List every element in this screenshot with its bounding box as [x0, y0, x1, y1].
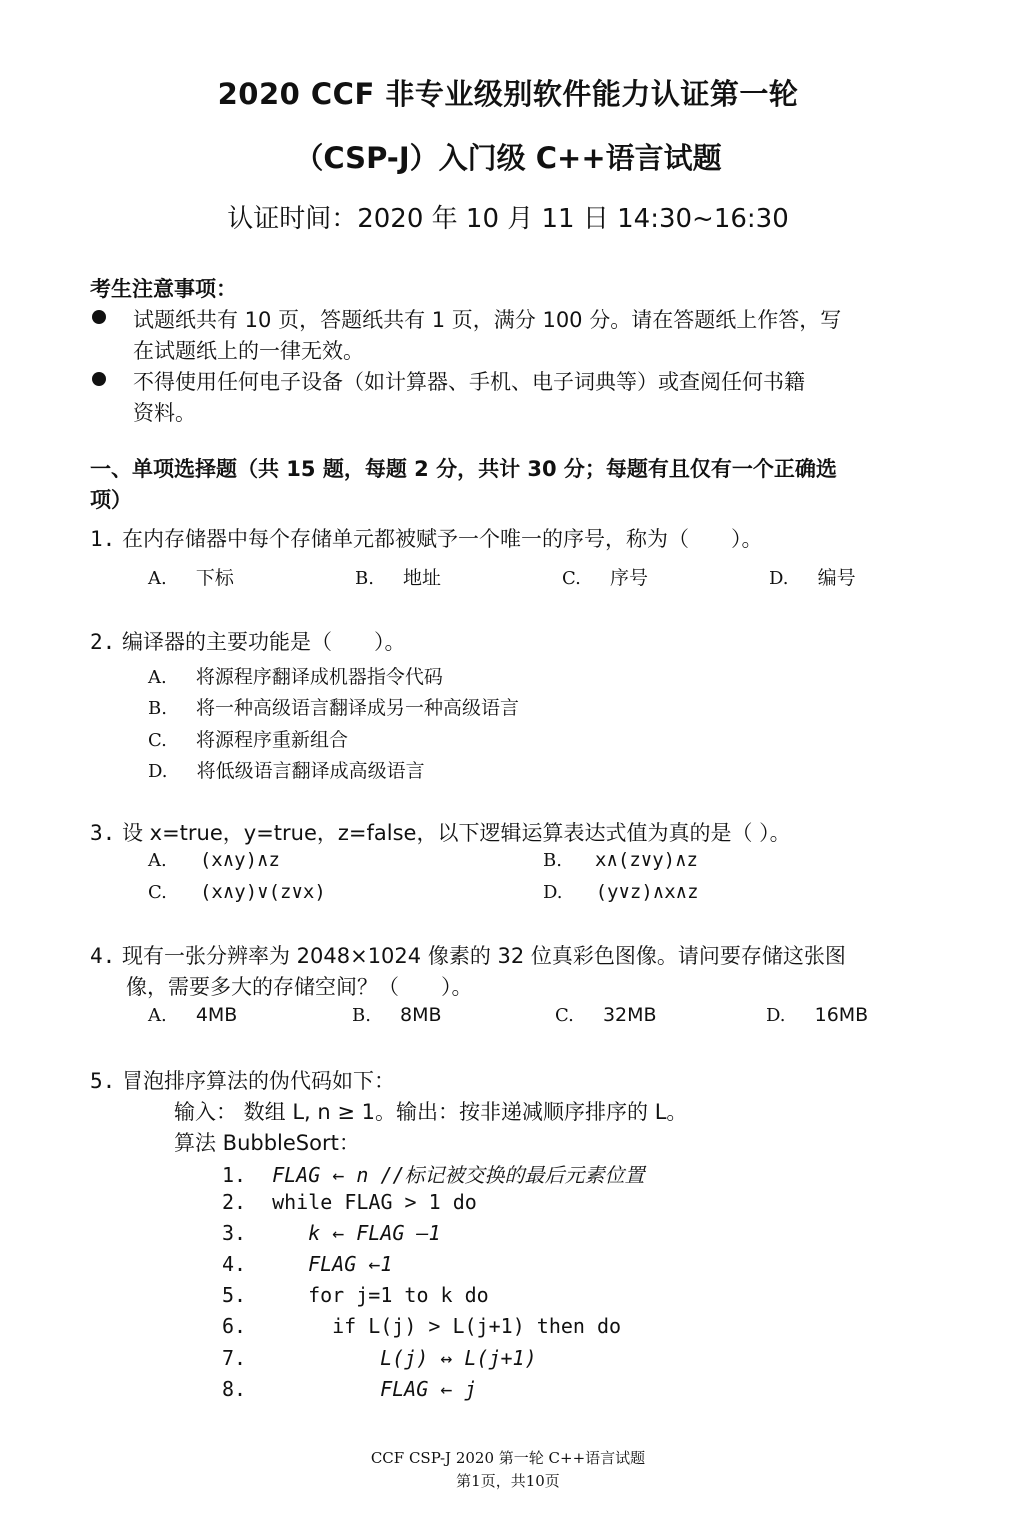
q2-option-d: D. 将低级语言翻译成高级语言 [148, 760, 425, 782]
q2-option-a: A. 将源程序翻译成机器指令代码 [148, 666, 443, 688]
code-line-2: 2. while FLAG > 1 do [222, 1190, 477, 1214]
q2-option-b: B. 将一种高级语言翻译成另一种高级语言 [148, 697, 520, 719]
bullet-icon [92, 310, 106, 324]
question-5 [90, 1065, 395, 1095]
notice-item-2-line2: 资料。 [133, 401, 196, 425]
question-number: 1. [90, 527, 116, 551]
q3-option-b: B. x∧(z∨y)∧z [543, 849, 698, 871]
question-text-line1: 现有一张分辨率为 2048×1024 像素的 32 位真彩色图像。请问要存储这张图 [121, 944, 846, 968]
q1-option-c: C. 序号 [562, 567, 648, 589]
question-number: 3. [90, 821, 116, 845]
notice-item-1-line2: 在试题纸上的一律无效。 [133, 339, 364, 363]
notice-item-1-line1: 试题纸共有 10 页，答题纸共有 1 页，满分 100 分。请在答题纸上作答，写 [133, 308, 842, 332]
q4-option-b: B. 8MB [352, 1004, 442, 1026]
code-line-6: 6. if L(j) > L(j+1) then do [222, 1314, 622, 1338]
question-number: 5. [90, 1069, 116, 1093]
notice-item-2-line1: 不得使用任何电子设备（如计算器、手机、电子词典等）或查阅任何书籍 [133, 370, 805, 394]
question-4-line2: 像，需要多大的存储空间？（ ）。 [126, 975, 473, 999]
question-3 [90, 817, 791, 847]
q4-option-a: A. 4MB [148, 1004, 238, 1026]
page-title: 2020 CCF 非专业级别软件能力认证第一轮 [217, 77, 799, 111]
q1-option-a: A. 下标 [148, 567, 234, 589]
q2-option-c: C. 将源程序重新组合 [148, 729, 348, 751]
code-line-4: 4. FLAG ←1 [222, 1252, 393, 1276]
algo-input-line: 输入： 数组 L, n ≥ 1。输出：按非递减顺序排序的 L。 [174, 1100, 688, 1124]
footer-title: CCF CSP-J 2020 第一轮 C++语言试题 [370, 1449, 646, 1467]
code-line-8: 8. FLAG ← j [222, 1377, 477, 1401]
bullet-icon [92, 372, 106, 386]
question-number: 4. [90, 944, 116, 968]
q3-option-a: A. (x∧y)∧z [148, 849, 280, 871]
section-heading-line2: 项） [90, 488, 132, 512]
page-number: 第1页，共10页 [456, 1472, 560, 1490]
q1-option-d: D. 编号 [769, 567, 856, 589]
exam-time: 认证时间：2020 年 10 月 11 日 14:30~16:30 [227, 204, 789, 234]
question-text: 在内存储器中每个存储单元都被赋予一个唯一的序号，称为（ ）。 [121, 527, 763, 551]
question-text: 冒泡排序算法的伪代码如下： [121, 1069, 395, 1093]
q4-option-d: D. 16MB [766, 1004, 869, 1026]
question-2 [90, 626, 405, 656]
question-text: 编译器的主要功能是（ ）。 [121, 630, 406, 654]
section-heading-line1: 一、单项选择题（共 15 题，每题 2 分，共计 30 分；每题有且仅有一个正确选 [90, 457, 837, 481]
question-1 [90, 523, 762, 553]
code-line-3: 3. k ← FLAG –1 [222, 1221, 441, 1245]
q3-option-c: C. (x∧y)∨(z∨x) [148, 881, 326, 903]
q4-option-c: C. 32MB [555, 1004, 657, 1026]
code-line-7: 7. L(j) ↔ L(j+1) [222, 1346, 537, 1370]
q1-option-b: B. 地址 [355, 567, 442, 589]
notice-heading: 考生注意事项： [90, 277, 237, 301]
code-line-1: 1. FLAG ← n //标记被交换的最后元素位置 [222, 1163, 645, 1187]
q3-option-d: D. (y∨z)∧x∧z [543, 881, 699, 903]
question-text: 设 x=true，y=true，z=false，以下逻辑运算表达式值为真的是（ ）。 [121, 821, 791, 845]
code-line-5: 5. for j=1 to k do [222, 1283, 489, 1307]
question-4 [90, 940, 846, 970]
page-subtitle: （CSP-J）入门级 C++语言试题 [294, 141, 722, 175]
algo-name-line: 算法 BubbleSort： [174, 1131, 360, 1155]
question-number: 2. [90, 630, 116, 654]
